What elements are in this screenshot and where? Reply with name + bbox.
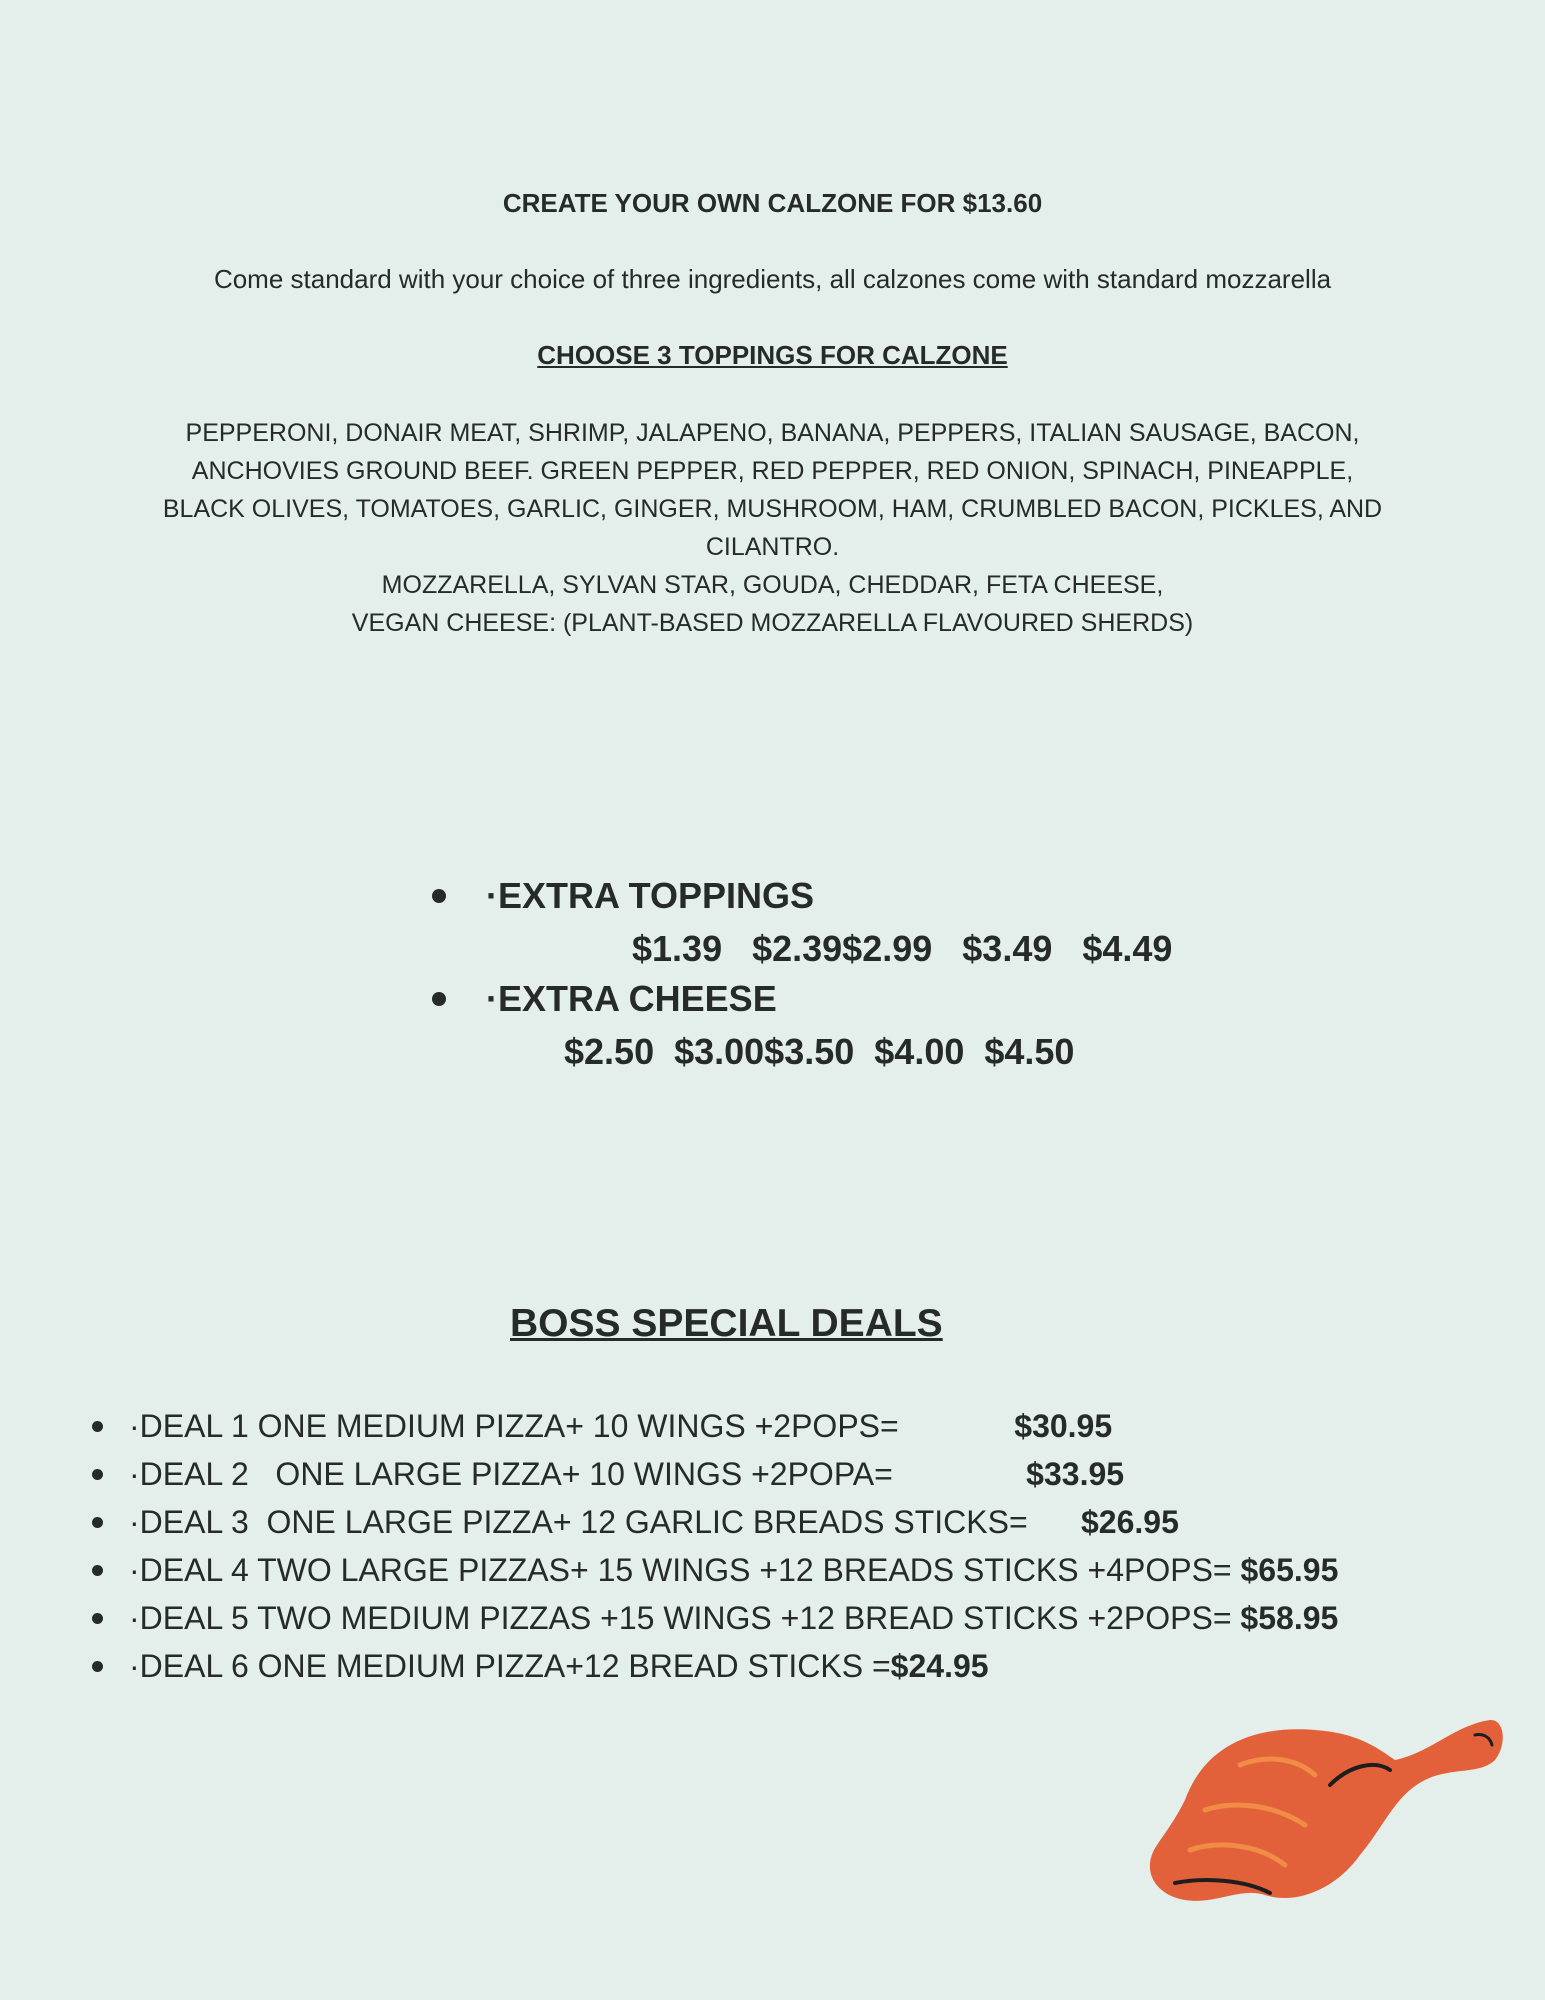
toppings-list xyxy=(0,414,1545,642)
cheese-options: MOZZARELLA, SYLVAN STAR, GOUDA, CHEDDAR, FETA CHEESE, xyxy=(381,571,1164,599)
deal-text: ·DEAL 1 ONE MEDIUM PIZZA+ 10 WINGS +2POPS= xyxy=(129,1407,1015,1444)
bullet-icon xyxy=(92,1517,103,1528)
deal-price: $65.95 xyxy=(1240,1551,1339,1588)
bullet-icon xyxy=(92,1613,103,1624)
extra-cheese-item xyxy=(432,978,777,1020)
deal-text: ·DEAL 5 TWO MEDIUM PIZZAS +15 WINGS +12 BREAD STICKS +2POPS= xyxy=(129,1599,1241,1636)
toppings-heading: CHOOSE 3 TOPPINGS FOR CALZONE xyxy=(537,340,1008,370)
deal-item xyxy=(92,1546,1338,1594)
deal-text: ·DEAL 4 TWO LARGE PIZZAS+ 15 WINGS +12 BREADS STICKS +4POPS= xyxy=(129,1551,1241,1588)
deal-item xyxy=(92,1498,1338,1546)
deals-heading: BOSS SPECIAL DEALS xyxy=(510,1302,943,1345)
deal-price: $30.95 xyxy=(1014,1407,1113,1444)
bullet-icon xyxy=(92,1565,103,1576)
chicken-wing-icon xyxy=(1145,1705,1505,1915)
deal-price: $33.95 xyxy=(1026,1455,1125,1492)
bullet-icon xyxy=(432,889,446,903)
bullet-icon xyxy=(432,992,446,1006)
vegan-cheese-option: VEGAN CHEESE: (PLANT-BASED MOZZARELLA FLAVOURED SHERDS) xyxy=(351,609,1194,637)
extra-toppings-label: ·EXTRA TOPPINGS xyxy=(486,875,815,916)
bullet-icon xyxy=(92,1661,103,1672)
deal-item xyxy=(92,1642,1338,1690)
deals-list xyxy=(92,1402,1338,1690)
calzone-description: Come standard with your choice of three ingredients, all calzones come with standard mozzarella xyxy=(213,264,1332,294)
extra-cheese-prices: $2.50 $3.00$3.50 $4.00 $4.50 xyxy=(564,1031,1075,1072)
toppings-text: PEPPERONI, DONAIR MEAT, SHRIMP, JALAPENO, BANANA, PEPPERS, ITALIAN SAUSAGE, BACON, ANCHOVIES GROUND BEEF. GREEN PEPPER, RED PEPPER, RED ONION, SPINACH, PINEAPPLE, BLACK OLIVES, TOMATOES, GARLIC, GINGER, MUSHROOM, HAM, CRUMBLED BACON, PICKLES, AND CILANTRO. xyxy=(162,419,1383,561)
deal-price: $58.95 xyxy=(1240,1599,1339,1636)
deal-item xyxy=(92,1594,1338,1642)
deal-text: ·DEAL 2 ONE LARGE PIZZA+ 10 WINGS +2POPA= xyxy=(129,1455,1027,1492)
deal-price: $26.95 xyxy=(1081,1503,1179,1540)
extra-toppings-prices: $1.39 $2.39$2.99 $3.49 $4.49 xyxy=(632,928,1173,969)
extra-cheese-label: ·EXTRA CHEESE xyxy=(486,978,777,1019)
deal-text: ·DEAL 6 ONE MEDIUM PIZZA+12 BREAD STICKS = xyxy=(129,1647,891,1684)
deal-text: ·DEAL 3 ONE LARGE PIZZA+ 12 GARLIC BREADS STICKS= xyxy=(129,1503,1081,1540)
deal-price: $24.95 xyxy=(890,1647,989,1684)
calzone-title: CREATE YOUR OWN CALZONE FOR $13.60 xyxy=(502,188,1043,218)
deal-item xyxy=(92,1402,1338,1450)
extra-toppings-item xyxy=(432,875,814,917)
bullet-icon xyxy=(92,1421,103,1432)
bullet-icon xyxy=(92,1469,103,1480)
deal-item xyxy=(92,1450,1338,1498)
